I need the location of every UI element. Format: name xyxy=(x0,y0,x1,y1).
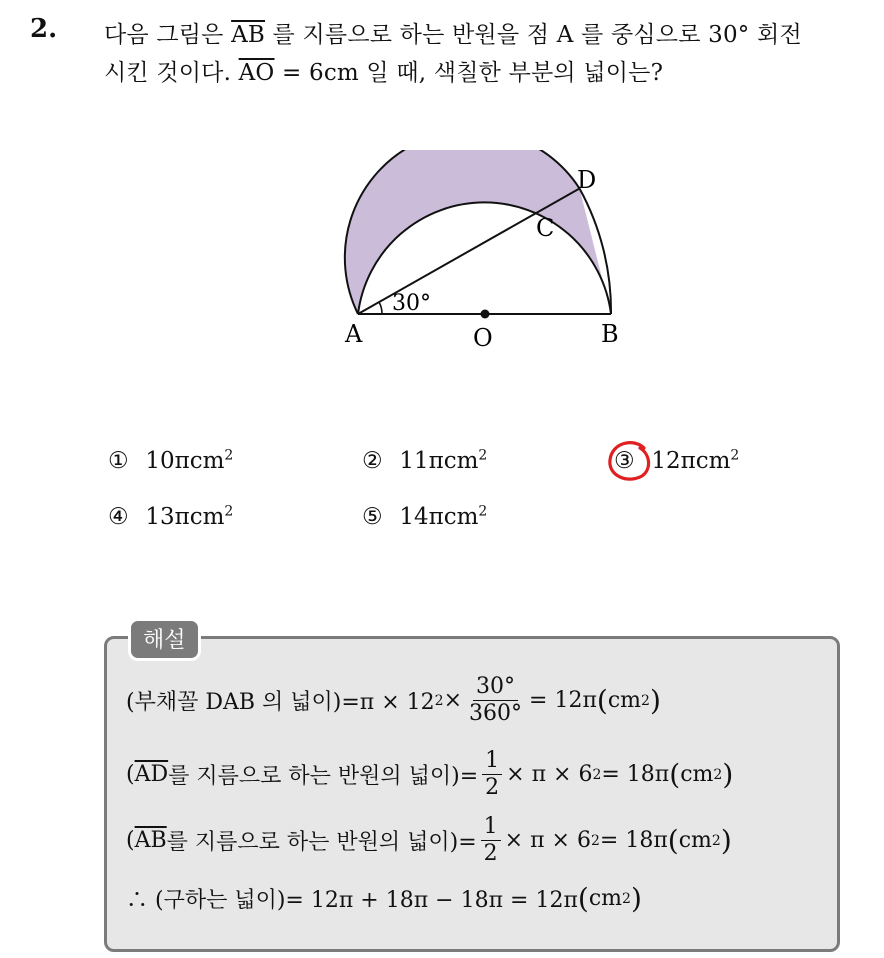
solution-text: ( xyxy=(126,828,135,854)
numerator: 1 xyxy=(482,748,502,775)
solution-line-1: (부채꼴 DAB 의 넓이)=π × 12 2 × $\frac{30^\circ}{360^\circ}$ = 12π ( cm 2 ) xyxy=(126,674,661,727)
label-c: C xyxy=(536,214,555,242)
paren: ) xyxy=(630,882,642,915)
question-text: = 6cm 일 때, 색칠한 부분의 넓이는? xyxy=(274,60,664,86)
solution-line-3: ( $\overline{AB}$ 를 지름으로 하는 반원의 넓이)= $\frac{1}{2}$ × π × 6 2 = 18π ( cm 2 ) xyxy=(126,814,732,867)
choice-4[interactable] xyxy=(108,504,233,530)
paren: ( xyxy=(667,824,679,858)
paren: ( xyxy=(596,684,608,718)
paren: ( xyxy=(577,882,589,915)
exponent: 2 xyxy=(224,447,234,464)
solution-text: 를 지름으로 하는 반원의 넓이)= xyxy=(166,830,477,856)
paren: ) xyxy=(720,824,732,858)
exponent: 2 xyxy=(224,503,234,520)
solution-text: ( xyxy=(126,762,135,788)
question-text: 시킨 것이다. xyxy=(104,60,239,86)
label-d: D xyxy=(577,166,597,194)
fraction xyxy=(481,814,501,868)
solution-text: × π × 6 xyxy=(506,762,593,788)
unit: cm xyxy=(607,688,642,714)
exponent: 2 xyxy=(478,447,488,464)
solution-text: = 18π xyxy=(601,762,670,788)
answer-mark-circle xyxy=(604,436,654,486)
choice-text: 14πcm xyxy=(399,504,479,530)
solution-text: = 12π xyxy=(529,688,597,714)
question-text: 다음 그림은 xyxy=(104,22,232,48)
fraction xyxy=(482,748,502,802)
question-line-2 xyxy=(104,54,663,87)
fraction xyxy=(466,674,525,728)
choice-2[interactable] xyxy=(362,448,487,474)
paren: ) xyxy=(649,684,661,718)
numerator: 30° xyxy=(473,674,518,701)
choice-number: ① xyxy=(108,448,129,474)
numerator: 1 xyxy=(481,814,501,841)
exponent: 2 xyxy=(730,447,740,464)
question-text: 를 지름으로 하는 반원을 점 A 를 중심으로 30° 회전 xyxy=(265,22,802,48)
choice-text: 13πcm xyxy=(145,504,225,530)
label-a: A xyxy=(345,320,363,348)
choice-number: ④ xyxy=(108,504,129,530)
segment-ad: $\overline{AD}$ xyxy=(134,762,169,788)
label-o: O xyxy=(473,324,493,352)
solution-text: ∴ (구하는 넓이)= 12π + 18π − 18π = 12π xyxy=(126,888,578,913)
choice-text: 11πcm xyxy=(399,448,479,474)
choice-text: 10πcm xyxy=(145,448,225,474)
solution-text: × π × 6 xyxy=(504,828,591,854)
solution-text: × xyxy=(443,688,463,714)
choice-text: 12πcm xyxy=(651,448,731,474)
unit: cm xyxy=(588,886,623,911)
question-line-1 xyxy=(104,16,802,49)
paren: ( xyxy=(669,758,681,792)
solution-line-4: ∴ (구하는 넓이)= 12π + 18π − 18π = 12π ( cm 2 ) xyxy=(126,882,642,915)
solution-tag: 해설 xyxy=(128,618,201,661)
shaded-region xyxy=(345,150,611,314)
choice-number: ② xyxy=(362,448,383,474)
solution-line-2: ( $\overline{AD}$ 를 지름으로 하는 반원의 넓이)= $\frac{1}{2}$ × π × 6 2 = 18π ( cm 2 ) xyxy=(126,748,734,801)
center-point-o xyxy=(481,310,490,319)
choice-1[interactable] xyxy=(108,448,233,474)
unit: cm xyxy=(680,762,714,788)
angle-arc xyxy=(379,302,382,314)
semicircle-figure xyxy=(300,150,640,360)
segment-ab: $\overline{AB}$ xyxy=(134,828,167,854)
paren: ) xyxy=(722,758,734,792)
exponent: 2 xyxy=(478,503,488,520)
solution-text: = 18π xyxy=(599,828,668,854)
choice-number: ⑤ xyxy=(362,504,383,530)
denominator: 2 xyxy=(485,775,500,801)
segment-ab: $\overline{AB}$ xyxy=(231,22,266,48)
choice-5[interactable] xyxy=(362,504,487,530)
label-b: B xyxy=(601,320,619,348)
question-number: 2. xyxy=(30,14,58,44)
denominator: 2 xyxy=(483,841,498,867)
solution-text: (부채꼴 DAB 의 넓이)=π × 12 xyxy=(126,690,435,716)
unit: cm xyxy=(678,828,712,854)
choice-number: ③ xyxy=(614,448,635,474)
solution-text: 를 지름으로 하는 반원의 넓이)= xyxy=(168,764,479,790)
denominator: 360° xyxy=(469,701,523,727)
angle-label: 30° xyxy=(392,291,431,316)
segment-ao: $\overline{AO}$ xyxy=(238,60,275,86)
